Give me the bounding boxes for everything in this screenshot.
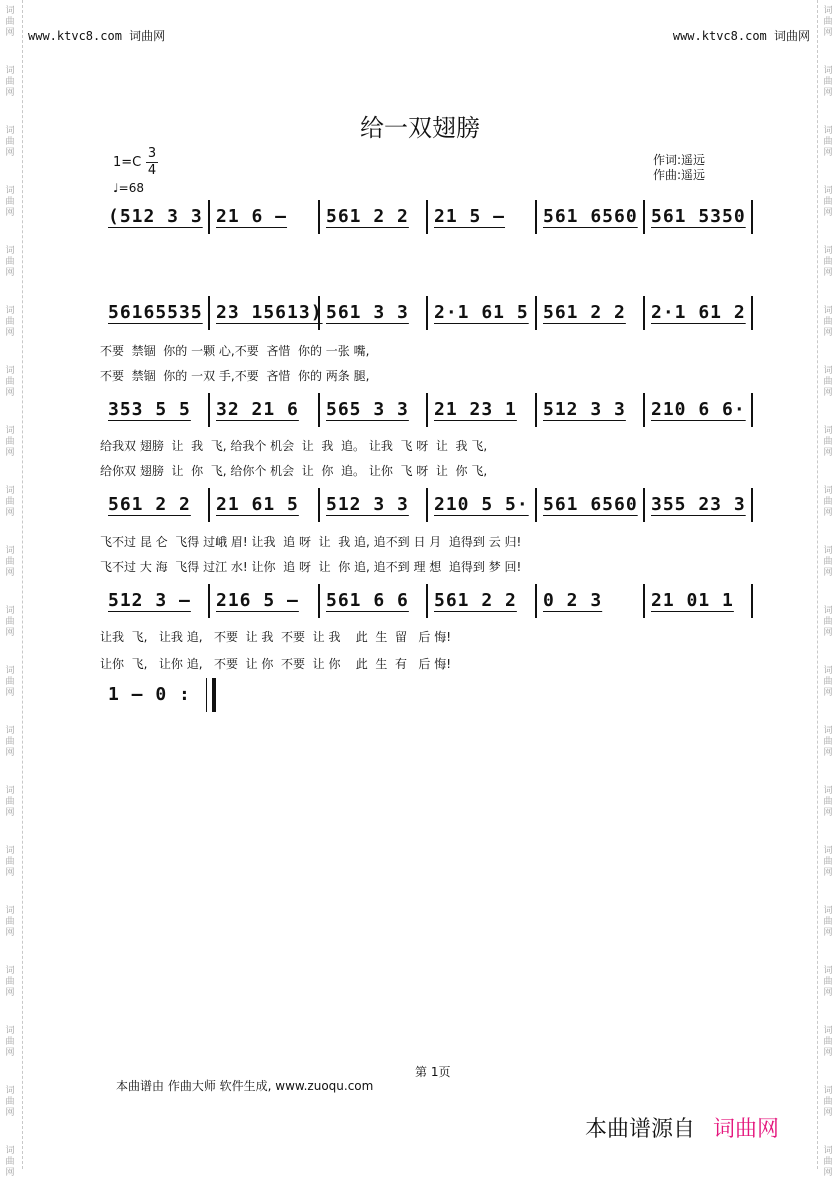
bar-line <box>643 200 645 234</box>
bar-line <box>535 393 537 427</box>
watermark-text: 词 曲 网 <box>823 486 833 518</box>
bar-line <box>751 200 753 234</box>
watermark-text: 词 曲 网 <box>5 126 15 158</box>
bar-line <box>643 488 645 522</box>
key-signature: 1=C <box>113 155 142 170</box>
time-signature <box>146 146 158 179</box>
bar-line <box>535 200 537 234</box>
watermark-text: 词 曲 网 <box>5 786 15 818</box>
watermark-text: 词 曲 网 <box>823 786 833 818</box>
measure: 561 5350 <box>651 206 746 227</box>
watermark-text: 词 曲 网 <box>823 126 833 158</box>
measure: 561 6 6 <box>326 590 409 611</box>
tempo-marking: ♩=68 <box>113 181 144 195</box>
generator-note: 本曲谱由 作曲大师 软件生成, www.zuoqu.com <box>116 1079 374 1093</box>
lyric-row4-verse2: 飞不过 大 海 飞得 过江 水! 让你 追 呀 让 你 追, 追不到 理 想 追得到 梦 回! <box>100 560 522 574</box>
bar-line <box>643 296 645 330</box>
lyricist: 作词:遥远 <box>653 153 706 167</box>
watermark-text: 词 曲 网 <box>823 966 833 998</box>
watermark-text: 词 曲 网 <box>5 1086 15 1118</box>
watermark-text: 词 曲 网 <box>823 1086 833 1118</box>
lyric-row3-verse2: 给你双 翅膀 让 你 飞, 给你个 机会 让 你 追。 让你 飞 呀 让 你 飞, <box>100 464 488 478</box>
watermark-text: 词 曲 网 <box>5 486 15 518</box>
staff-row <box>100 678 755 712</box>
watermark-text: 词 曲 网 <box>5 366 15 398</box>
watermark-text: 词 曲 网 <box>823 1026 833 1058</box>
bar-line <box>643 584 645 618</box>
right-watermark-strip <box>817 0 840 1178</box>
measure: 512 3 3 <box>326 494 409 515</box>
measure: 561 2 2 <box>326 206 409 227</box>
meter-bottom: 4 <box>147 163 157 178</box>
bar-line <box>208 200 210 234</box>
watermark-text: 词 曲 网 <box>823 306 833 338</box>
measure: 565 3 3 <box>326 399 409 420</box>
watermark-text: 词 曲 网 <box>823 66 833 98</box>
measure: 512 3 — <box>108 590 191 611</box>
measure: (512 3 3 <box>108 206 203 227</box>
watermark-text: 词 曲 网 <box>823 426 833 458</box>
watermark-text: 词 曲 网 <box>5 1026 15 1058</box>
watermark-text: 词 曲 网 <box>5 666 15 698</box>
measure: 512 3 3 <box>543 399 626 420</box>
measure: 2·1 61 2 <box>651 302 746 323</box>
header-left-site[interactable]: www.ktvc8.com 词曲网 <box>28 29 166 43</box>
watermark-text: 词 曲 网 <box>823 906 833 938</box>
bar-line <box>643 393 645 427</box>
watermark-text: 词 曲 网 <box>823 726 833 758</box>
measure: 561 2 2 <box>108 494 191 515</box>
staff-row <box>100 296 755 330</box>
bar-line <box>318 200 320 234</box>
lyric-row2-verse2: 不要 禁锢 你的 一双 手,不要 吝惜 你的 两条 腿, <box>100 369 370 383</box>
bar-line <box>318 393 320 427</box>
watermark-text: 词 曲 网 <box>823 666 833 698</box>
bar-line <box>535 296 537 330</box>
watermark-text: 词 曲 网 <box>823 6 833 38</box>
watermark-text: 词 曲 网 <box>823 186 833 218</box>
source-credit <box>585 1112 779 1143</box>
source-label: 本曲谱源自 <box>585 1117 696 1142</box>
song-title: 给一双翅膀 <box>360 114 480 142</box>
measure: 216 5 — <box>216 590 299 611</box>
staff-row <box>100 200 755 234</box>
bar-line <box>535 584 537 618</box>
bar-line <box>426 584 428 618</box>
measure: 56165535 <box>108 302 203 323</box>
watermark-text: 词 曲 网 <box>5 6 15 38</box>
measure: 561 6560 <box>543 494 638 515</box>
measure: 353 5 5 <box>108 399 191 420</box>
watermark-text: 词 曲 网 <box>5 186 15 218</box>
watermark-text: 词 曲 网 <box>823 246 833 278</box>
bar-line <box>318 584 320 618</box>
lyric-row5-verse2: 让你 飞, 让你 追, 不要 让 你 不要 让 你 此 生 有 后 悔! <box>100 657 452 671</box>
meter-top: 3 <box>147 146 157 161</box>
measure: 210 6 6· <box>651 399 746 420</box>
watermark-text: 词 曲 网 <box>5 426 15 458</box>
watermark-text: 词 曲 网 <box>823 546 833 578</box>
bar-line <box>208 393 210 427</box>
measure: 23 15613) <box>216 302 323 323</box>
bar-line <box>751 488 753 522</box>
bar-line <box>426 200 428 234</box>
bar-line <box>208 296 210 330</box>
measure: 21 6 — <box>216 206 288 227</box>
watermark-text: 词 曲 网 <box>5 726 15 758</box>
lyric-row5-verse1: 让我 飞, 让我 追, 不要 让 我 不要 让 我 此 生 留 后 悔! <box>100 630 452 644</box>
measure: 561 2 2 <box>434 590 517 611</box>
credits <box>653 153 705 183</box>
bar-line <box>426 296 428 330</box>
header-right-site[interactable]: www.ktvc8.com 词曲网 <box>672 29 810 43</box>
measure: 2·1 61 5 <box>434 302 529 323</box>
watermark-text: 词 曲 网 <box>823 606 833 638</box>
watermark-text: 词 曲 网 <box>5 906 15 938</box>
staff-row <box>100 393 755 427</box>
watermark-text: 词 曲 网 <box>5 546 15 578</box>
bar-line <box>426 393 428 427</box>
staff-row <box>100 584 755 618</box>
watermark-text: 词 曲 网 <box>5 966 15 998</box>
bar-line <box>208 584 210 618</box>
measure: 1 — 0 : <box>108 684 191 705</box>
bar-line <box>751 296 753 330</box>
watermark-text: 词 曲 网 <box>5 846 15 878</box>
watermark-text: 词 曲 网 <box>5 1146 15 1178</box>
bar-line <box>426 488 428 522</box>
measure: 21 23 1 <box>434 399 517 420</box>
measure: 21 61 5 <box>216 494 299 515</box>
watermark-text: 词 曲 网 <box>5 306 15 338</box>
bar-line <box>318 488 320 522</box>
measure: 355 23 3 <box>651 494 746 515</box>
measure: 21 5 — <box>434 206 506 227</box>
measure: 21 01 1 <box>651 590 734 611</box>
source-brand[interactable]: 词曲网 <box>713 1117 780 1142</box>
measure: 0 2 3 <box>543 590 603 611</box>
watermark-text: 词 曲 网 <box>823 366 833 398</box>
bar-line <box>318 296 320 330</box>
bar-line <box>751 393 753 427</box>
measure: 561 2 2 <box>543 302 626 323</box>
bar-line <box>751 584 753 618</box>
watermark-text: 词 曲 网 <box>823 846 833 878</box>
measure: 561 6560 <box>543 206 638 227</box>
watermark-text: 词 曲 网 <box>5 246 15 278</box>
page-number: 第 1页 <box>415 1065 451 1079</box>
watermark-text: 词 曲 网 <box>5 66 15 98</box>
bar-line <box>535 488 537 522</box>
measure: 210 5 5· <box>434 494 529 515</box>
measure: 561 3 3 <box>326 302 409 323</box>
lyric-row2-verse1: 不要 禁锢 你的 一颗 心,不要 吝惜 你的 一张 嘴, <box>100 344 370 358</box>
lyric-row4-verse1: 飞不过 昆 仑 飞得 过峨 眉! 让我 追 呀 让 我 追, 追不到 日 月 追得到 云 归! <box>100 535 522 549</box>
measure: 32 21 6 <box>216 399 299 420</box>
watermark-text: 词 曲 网 <box>5 606 15 638</box>
staff-row <box>100 488 755 522</box>
left-watermark-strip <box>0 0 23 1178</box>
bar-line <box>208 488 210 522</box>
lyric-row3-verse1: 给我双 翅膀 让 我 飞, 给我个 机会 让 我 追。 让我 飞 呀 让 我 飞, <box>100 439 488 453</box>
composer: 作曲:遥远 <box>653 168 706 182</box>
watermark-text: 词 曲 网 <box>823 1146 833 1178</box>
